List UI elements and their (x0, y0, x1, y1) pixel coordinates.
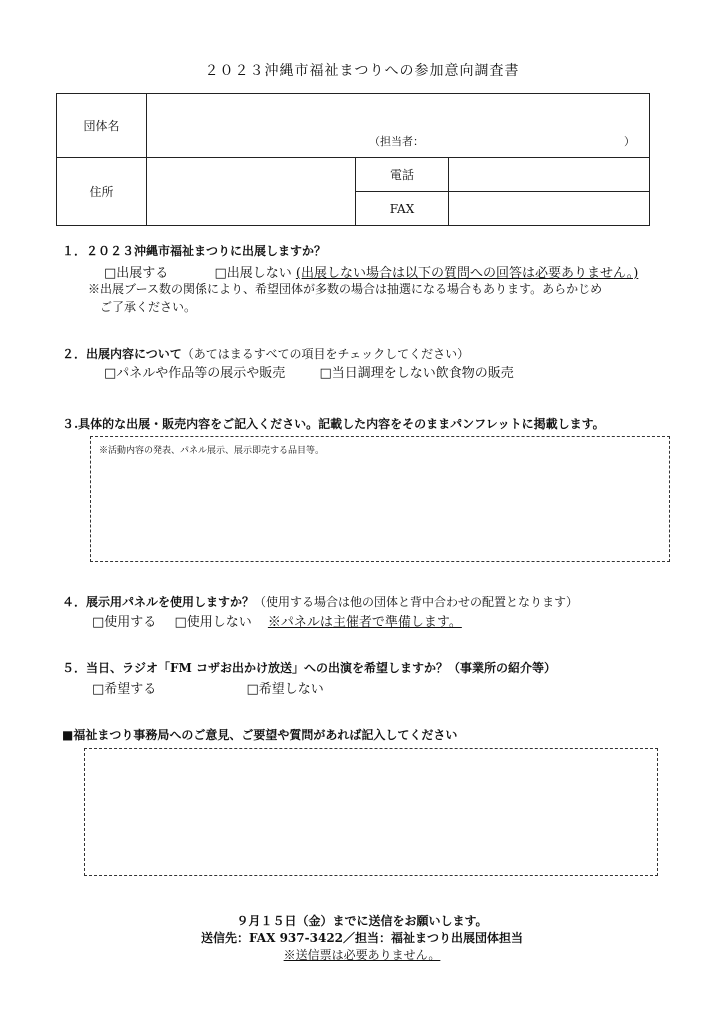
address-label: 住所 (57, 158, 147, 226)
q4-note: ※パネルは主催者で準備します。 (267, 615, 462, 630)
q1-option-note: (出展しない場合は以下の質問への回答は必要ありません。) (295, 266, 639, 281)
q3-answer-box[interactable] (90, 436, 670, 562)
footer-note: ※送信票は必要ありません。 (283, 948, 441, 962)
q4-label-text: ４．展示用パネルを使用しますか？ (62, 595, 255, 609)
q2-label-text: ２．出展内容について (62, 347, 182, 361)
comments-box[interactable] (84, 748, 658, 876)
q1-options (104, 262, 638, 281)
q3-box-hint: ※活動内容の発表、パネル展示、展示即売する品目等。 (99, 446, 325, 456)
fax-label: FAX (356, 192, 449, 226)
q2-options (104, 362, 514, 381)
q2-label (62, 345, 469, 362)
page-title: ２０２３沖縄市福祉まつりへの参加意向調査書 (204, 63, 520, 79)
q2-option-food-sale[interactable]: □当日調理をしない飲食物の販売 (319, 366, 514, 381)
fax-field[interactable] (449, 192, 650, 226)
q2-hint: （あてはまるすべての項目をチェックしてください） (181, 347, 470, 361)
q3-label: ３.具体的な出展・販売内容をご記入ください。記載した内容をそのままパンフレットに掲載します。 (62, 417, 605, 431)
q5-options (92, 678, 324, 697)
comments-label: ■福祉まつり事務局へのご意見、ご要望や質問があれば記入してください (62, 728, 458, 742)
address-field[interactable] (147, 158, 356, 226)
contact-person-label: （担当者： ） (369, 135, 635, 148)
q4-option-use[interactable]: □使用する (92, 615, 157, 630)
q1-note-line2: ご了承ください。 (100, 300, 197, 314)
q1-option-exhibit[interactable]: □出展する (104, 266, 169, 281)
q1-label: １．２０２３沖縄市福祉まつりに出展しますか？ (62, 244, 327, 258)
phone-field[interactable] (449, 158, 650, 192)
q5-label: ５．当日、ラジオ「FM コザお出かけ放送」への出演を希望しますか？（事業所の紹介等） (62, 661, 556, 675)
group-name-field[interactable] (147, 94, 650, 158)
q1-note-line1: ※出展ブース数の関係により、希望団体が多数の場合は抽選になる場合もあります。あらかじめ (88, 282, 603, 296)
q2-option-panel-sale[interactable]: □パネルや作品等の展示や販売 (104, 366, 286, 381)
phone-label: 電話 (356, 158, 449, 192)
q5-option-yes[interactable]: □希望する (92, 682, 157, 697)
footer-note-wrap (0, 946, 724, 963)
q4-option-not-use[interactable]: □使用しない (174, 615, 252, 630)
info-table (56, 93, 650, 226)
q4-options (92, 611, 462, 630)
q4-label (62, 593, 578, 610)
q5-option-no[interactable]: □希望しない (246, 682, 324, 697)
footer-deadline: ９月１５日（金）までに送信をお願いします。 (236, 914, 488, 928)
group-name-label: 団体名 (57, 94, 147, 158)
footer-send-to: 送信先：FAX 937-3422／担当：福祉まつり出展団体担当 (200, 931, 524, 945)
q1-option-not-exhibit[interactable]: □出展しない (214, 266, 292, 281)
q4-hint: （使用する場合は他の団体と背中合わせの配置となります） (254, 595, 579, 609)
